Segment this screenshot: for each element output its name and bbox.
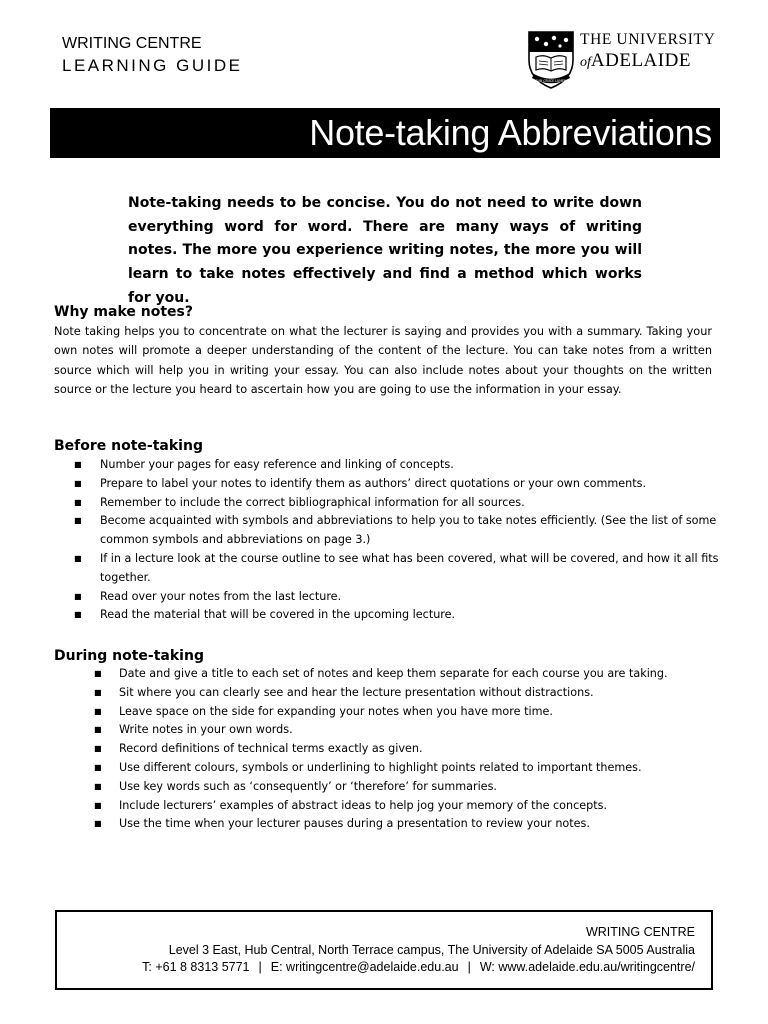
square-bullet-icon: ■ xyxy=(74,497,82,507)
square-bullet-icon: ■ xyxy=(94,762,102,772)
square-bullet-icon: ■ xyxy=(94,800,102,810)
list-item: ■ Date and give a title to each set of notes and keep them separate for each course you are taking. xyxy=(94,665,684,684)
footer-phone: T: +61 8 8313 5771 xyxy=(142,960,250,974)
university-wordmark xyxy=(580,31,715,74)
square-bullet-icon: ■ xyxy=(74,460,82,469)
university-adelaide: ADELAIDE xyxy=(590,50,691,71)
list-item: ■ Write notes in your own words. xyxy=(94,721,684,740)
intro-paragraph: Note-taking needs to be concise. You do not need to write down everything word for word. There are many ways of writing notes. The more you experience writing notes, the more you will learn to take notes effectively and find a method which works for you. xyxy=(128,195,642,306)
list-item: ■ Remember to include the correct bibliographical information for all sources. xyxy=(74,494,724,513)
university-name-line-2 xyxy=(580,50,715,74)
square-bullet-icon: ■ xyxy=(94,725,102,735)
footer-address: Level 3 East, Hub Central, North Terrace campus, The University of Adelaide SA 5005 Australia xyxy=(168,942,695,957)
list-item: ■ Read the material that will be covered in the upcoming lecture. xyxy=(74,606,724,625)
footer-email[interactable]: E: writingcentre@adelaide.edu.au xyxy=(270,960,459,974)
footer-separator: | xyxy=(467,960,471,974)
before-list xyxy=(74,456,724,625)
list-item: ■ Become acquainted with symbols and abbreviations to help you to take notes efficiently. (See the list of some common symbols and abbreviations on page 3.) xyxy=(74,514,717,547)
list-item: ■ Use different colours, symbols or underlining to highlight points related to important themes. xyxy=(94,759,684,778)
list-item: ■ Include lecturers’ examples of abstract ideas to help jog your memory of the concepts. xyxy=(94,797,684,816)
why-paragraph: Note taking helps you to concentrate on what the lecturer is saying and provides you with a summary. Taking your own notes will promote a deeper understanding of the content of the lecture. You can take notes from a written source which will help you in writing your essay. You can also include notes about your thoughts on the written source or the lecture you heard to ascertain how you are going to use the information in your essay. xyxy=(54,325,712,396)
during-list xyxy=(94,665,684,834)
university-name-line-1: THE UNIVERSITY xyxy=(580,31,716,48)
list-item: ■ Use the time when your lecturer pauses during a presentation to review your notes. xyxy=(94,815,684,834)
list-item: ■ Record definitions of technical terms exactly as given. xyxy=(94,740,684,759)
square-bullet-icon: ■ xyxy=(74,478,82,488)
square-bullet-icon: ■ xyxy=(94,669,102,678)
list-item: ■ Use key words such as ‘consequently’ or ‘therefore’ for summaries. xyxy=(94,778,684,797)
footer-web[interactable]: W: www.adelaide.edu.au/writingcentre/ xyxy=(479,960,695,974)
university-of: of xyxy=(580,55,591,70)
university-crest-icon xyxy=(527,30,575,90)
list-item: ■ Number your pages for easy reference and linking of concepts. xyxy=(74,456,724,475)
square-bullet-icon: ■ xyxy=(94,744,102,754)
footer-contacts xyxy=(67,959,695,977)
header-line-1: WRITING CENTRE xyxy=(62,35,202,52)
square-bullet-icon: ■ xyxy=(94,819,102,829)
list-item: ■ Read over your notes from the last lecture. xyxy=(74,588,724,607)
square-bullet-icon: ■ xyxy=(94,781,102,791)
why-heading: Why make notes? xyxy=(54,304,193,320)
during-heading: During note-taking xyxy=(54,648,204,664)
square-bullet-icon: ■ xyxy=(94,706,102,716)
square-bullet-icon: ■ xyxy=(74,553,82,563)
square-bullet-icon: ■ xyxy=(94,687,102,697)
before-heading: Before note-taking xyxy=(54,438,203,454)
header-line-2: LEARNING GUIDE xyxy=(62,56,243,75)
square-bullet-icon: ■ xyxy=(74,516,82,526)
footer-separator: | xyxy=(258,960,262,974)
writing-centre-header xyxy=(62,35,242,77)
page-title: Note-taking Abbreviations xyxy=(50,108,720,158)
square-bullet-icon: ■ xyxy=(74,610,82,620)
list-item: ■ Leave space on the side for expanding your notes when you have more time. xyxy=(94,703,684,722)
footer-name: WRITING CENTRE xyxy=(585,925,695,939)
list-item: ■ Prepare to label your notes to identify them as authors’ direct quotations or your own comments. xyxy=(74,475,724,494)
list-item: ■ Sit where you can clearly see and hear the lecture presentation without distractions. xyxy=(94,684,684,703)
contact-footer xyxy=(55,910,713,990)
crest-motto: SUB CRUCE LUMEN xyxy=(535,79,567,83)
list-item: ■ If in a lecture look at the course outline to see what has been covered, what will be covered, and how it all fits together. xyxy=(74,551,719,584)
square-bullet-icon: ■ xyxy=(74,591,82,601)
